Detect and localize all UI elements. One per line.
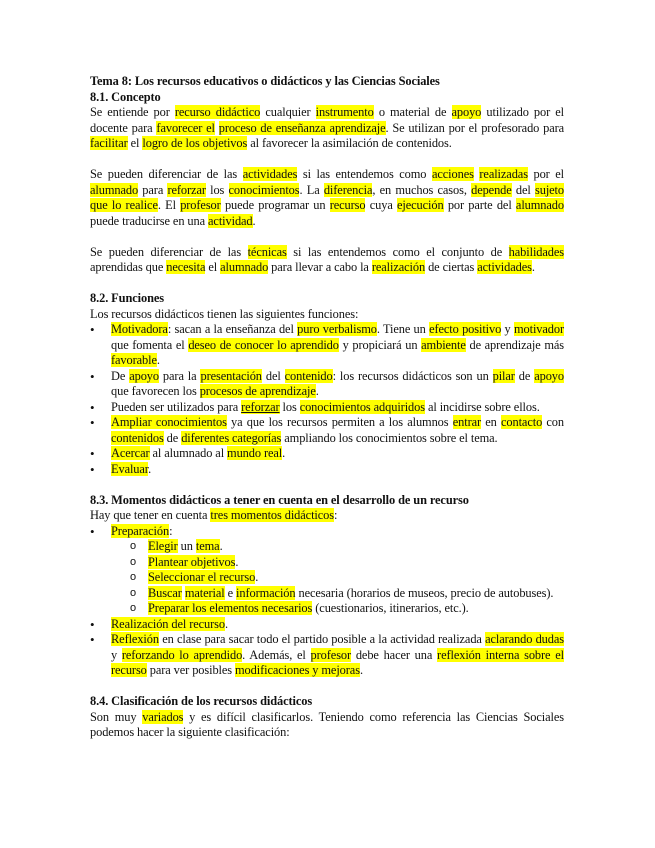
list-item: • Motivadora: sacan a la enseñanza del puro verbalismo. Tiene un efecto positivo y motivador que fomenta el deseo de conocer lo aprendido y propiciará un ambiente de aprendizaje más favorable. xyxy=(90,322,564,369)
momentos-list xyxy=(90,524,564,679)
sublist-item: o Buscar material e información necesaria (horarios de museos, precio de autobuses). xyxy=(90,586,564,602)
sublist-item: o Elegir un tema. xyxy=(90,539,564,555)
preparacion-sublist xyxy=(111,539,564,617)
list-item: • Ampliar conocimientos ya que los recursos permiten a los alumnos entrar en contacto con contenidos de diferentes categorías ampliando los conocimientos sobre el tema. xyxy=(90,415,564,446)
sublist-item: o Plantear objetivos. xyxy=(90,555,564,571)
list-item: • Pueden ser utilizados para reforzar los conocimientos adquiridos al incidirse sobre ellos. xyxy=(90,400,564,416)
list-item: • Realización del recurso. xyxy=(90,617,564,633)
list-item: • Evaluar. xyxy=(90,462,564,478)
sublist-item: o Seleccionar el recurso. xyxy=(90,570,564,586)
funciones-list xyxy=(90,322,564,477)
section-heading-momentos: 8.3. Momentos didácticos a tener en cuenta en el desarrollo de un recurso xyxy=(90,492,469,507)
document-title: Tema 8: Los recursos educativos o didácticos y las Ciencias Sociales xyxy=(90,74,440,88)
paragraph-concepto-definicion: Se entiende por recurso didáctico cualquier instrumento o material de apoyo utilizado por el docente para favorecer el proceso de enseñanza aprendizaje. Se utilizan por el profesorado para facilitar el logro de los objetivos al favorecer la asimilación de contenidos. xyxy=(90,105,565,150)
momentos-intro: Hay que tener en cuenta tres momentos didácticos: xyxy=(90,508,338,522)
paragraph-tecnicas: Se pueden diferenciar de las técnicas si las entendemos como el conjunto de habilidades aprendidas que necesita el alumnado para llevar a cabo la realización de ciertas actividades. xyxy=(90,244,565,274)
paragraph-clasificacion: Son muy variados y es difícil clasificarlos. Teniendo como referencia las Ciencias Sociales podemos hacer la siguiente clasificación: xyxy=(90,709,564,739)
section-heading-funciones: 8.2. Funciones xyxy=(90,291,164,305)
section-heading-concepto: 8.1. Concepto xyxy=(90,89,161,104)
document-body xyxy=(90,74,564,741)
funciones-intro: Los recursos didácticos tienen las siguientes funciones: xyxy=(90,306,359,321)
list-item: • De apoyo para la presentación del contenido: los recursos didácticos son un pilar de apoyo que favorecen los procesos de aprendizaje. xyxy=(90,369,564,400)
list-item: • Reflexión en clase para sacar todo el partido posible a la actividad realizada aclarando dudas y reforzando lo aprendido. Además, el profesor debe hacer una reflexión interna sobre el recurso para ver posibles modificaciones y mejoras. xyxy=(90,632,564,679)
paragraph-actividades: Se pueden diferenciar de las actividades si las entendemos como acciones realizadas por el alumnado para reforzar los conocimientos. La diferencia, en muchos casos, depende del sujeto que lo realice. El profesor puede programar un recurso cuya ejecución por parte del alumnado puede traducirse en una actividad. xyxy=(90,167,564,228)
list-item: • Acercar al alumnado al mundo real. xyxy=(90,446,564,462)
list-item: • Preparación: o Elegir un tema. o Plantear objetivos. o Seleccionar el recurso. o Buscar material e información necesaria (horarios de museos, precio de autobuses). o Preparar los elementos necesarios (cuestionarios, itinerarios, etc.). xyxy=(90,524,564,617)
section-heading-clasificacion: 8.4. Clasificación de los recursos didácticos xyxy=(90,694,313,708)
sublist-item: o Preparar los elementos necesarios (cuestionarios, itinerarios, etc.). xyxy=(90,601,564,617)
